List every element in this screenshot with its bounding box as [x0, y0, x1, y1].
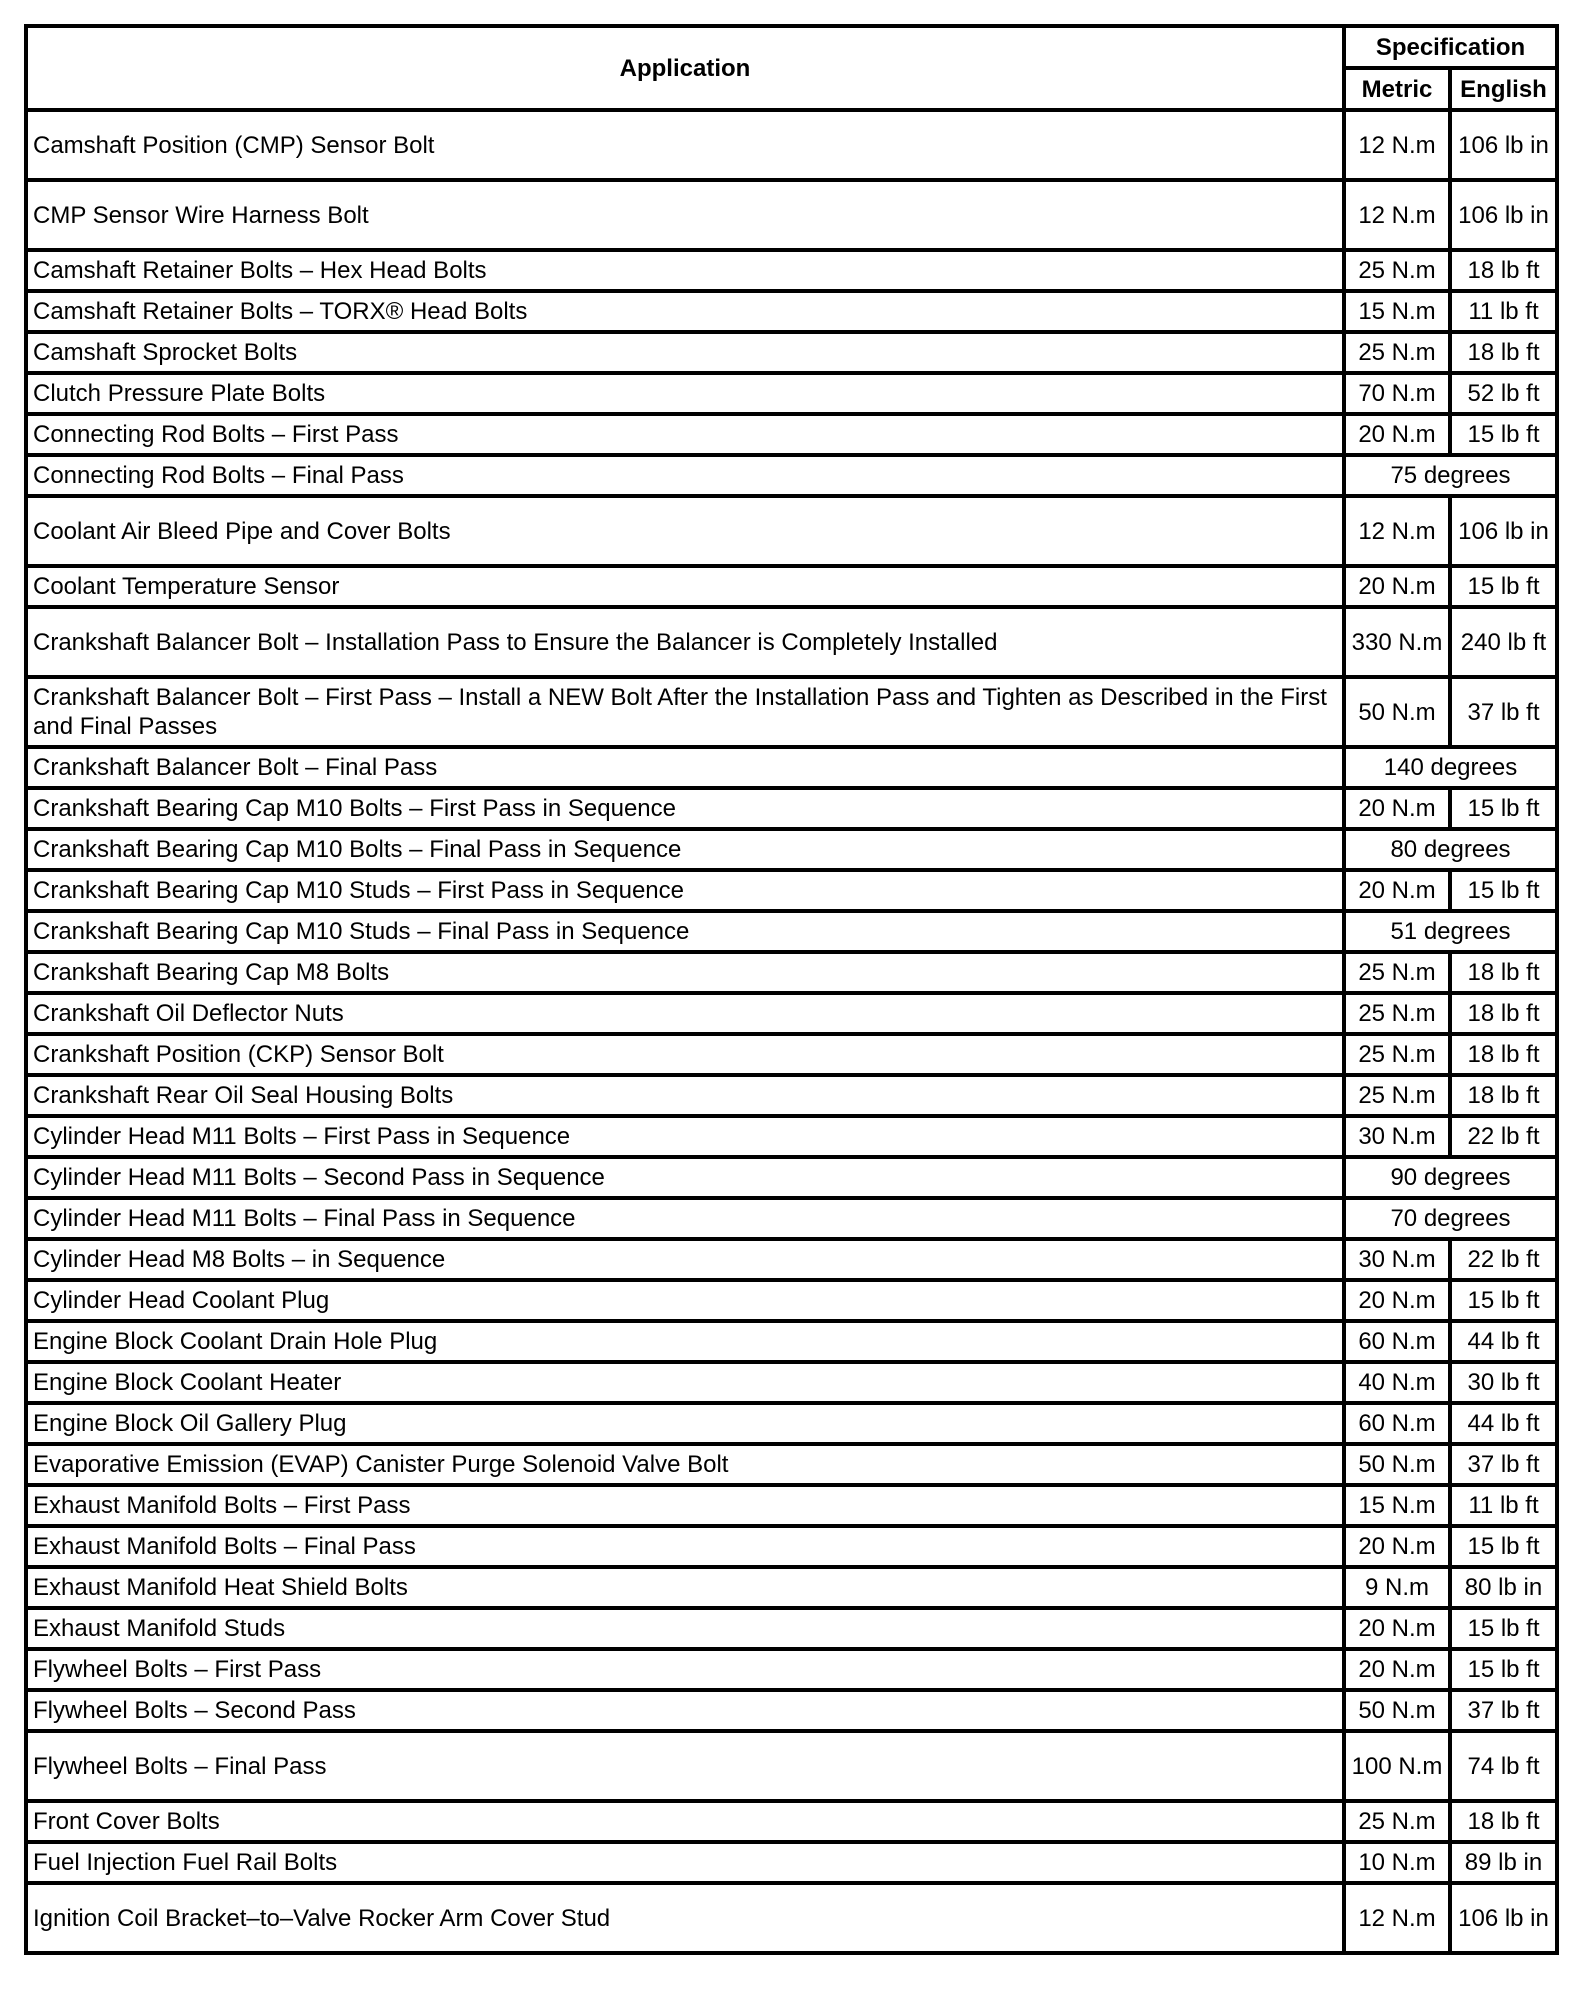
- metric-cell: 15 N.m: [1344, 1485, 1450, 1526]
- header-english: English: [1450, 68, 1557, 110]
- english-cell: 15 lb ft: [1450, 1280, 1557, 1321]
- metric-cell: 25 N.m: [1344, 993, 1450, 1034]
- table-row: [26, 788, 1557, 829]
- application-cell: Coolant Air Bleed Pipe and Cover Bolts: [26, 496, 1344, 566]
- english-cell: 37 lb ft: [1450, 1444, 1557, 1485]
- application-cell: Crankshaft Bearing Cap M10 Studs – Final Pass in Sequence: [26, 911, 1344, 952]
- application-cell: Camshaft Sprocket Bolts: [26, 332, 1344, 373]
- table-row: [26, 607, 1557, 677]
- application-cell: Ignition Coil Bracket–to–Valve Rocker Arm Cover Stud: [26, 1883, 1344, 1953]
- application-cell: Flywheel Bolts – First Pass: [26, 1649, 1344, 1690]
- english-cell: 22 lb ft: [1450, 1239, 1557, 1280]
- english-cell: 89 lb in: [1450, 1842, 1557, 1883]
- table-row: [26, 1526, 1557, 1567]
- spec-combined-cell: 51 degrees: [1344, 911, 1557, 952]
- metric-cell: 20 N.m: [1344, 1608, 1450, 1649]
- english-cell: 18 lb ft: [1450, 993, 1557, 1034]
- table-row: [26, 180, 1557, 250]
- application-cell: Exhaust Manifold Bolts – First Pass: [26, 1485, 1344, 1526]
- english-cell: 106 lb in: [1450, 110, 1557, 180]
- metric-cell: 20 N.m: [1344, 1526, 1450, 1567]
- metric-cell: 100 N.m: [1344, 1731, 1450, 1801]
- metric-cell: 25 N.m: [1344, 1075, 1450, 1116]
- metric-cell: 12 N.m: [1344, 180, 1450, 250]
- application-cell: Crankshaft Bearing Cap M10 Bolts – First Pass in Sequence: [26, 788, 1344, 829]
- english-cell: 15 lb ft: [1450, 788, 1557, 829]
- table-row: [26, 747, 1557, 788]
- table-header: [26, 26, 1557, 110]
- english-cell: 11 lb ft: [1450, 291, 1557, 332]
- application-cell: Crankshaft Oil Deflector Nuts: [26, 993, 1344, 1034]
- spec-combined-cell: 75 degrees: [1344, 455, 1557, 496]
- application-cell: Clutch Pressure Plate Bolts: [26, 373, 1344, 414]
- english-cell: 52 lb ft: [1450, 373, 1557, 414]
- application-cell: Flywheel Bolts – Final Pass: [26, 1731, 1344, 1801]
- english-cell: 15 lb ft: [1450, 870, 1557, 911]
- application-cell: Crankshaft Balancer Bolt – Installation Pass to Ensure the Balancer is Completely Installed: [26, 607, 1344, 677]
- table-row: [26, 110, 1557, 180]
- application-cell: Crankshaft Bearing Cap M10 Studs – First Pass in Sequence: [26, 870, 1344, 911]
- application-cell: Flywheel Bolts – Second Pass: [26, 1690, 1344, 1731]
- table-row: [26, 829, 1557, 870]
- application-cell: Camshaft Retainer Bolts – TORX® Head Bolts: [26, 291, 1344, 332]
- table-row: [26, 291, 1557, 332]
- english-cell: 18 lb ft: [1450, 1075, 1557, 1116]
- application-cell: Crankshaft Bearing Cap M10 Bolts – Final Pass in Sequence: [26, 829, 1344, 870]
- table-row: [26, 1649, 1557, 1690]
- application-cell: Exhaust Manifold Heat Shield Bolts: [26, 1567, 1344, 1608]
- english-cell: 106 lb in: [1450, 496, 1557, 566]
- table-row: [26, 993, 1557, 1034]
- english-cell: 18 lb ft: [1450, 1801, 1557, 1842]
- english-cell: 15 lb ft: [1450, 414, 1557, 455]
- application-cell: Exhaust Manifold Bolts – Final Pass: [26, 1526, 1344, 1567]
- table-row: [26, 1801, 1557, 1842]
- spec-combined-cell: 80 degrees: [1344, 829, 1557, 870]
- english-cell: 22 lb ft: [1450, 1116, 1557, 1157]
- application-cell: Connecting Rod Bolts – First Pass: [26, 414, 1344, 455]
- spec-combined-cell: 70 degrees: [1344, 1198, 1557, 1239]
- metric-cell: 12 N.m: [1344, 1883, 1450, 1953]
- english-cell: 240 lb ft: [1450, 607, 1557, 677]
- header-application: Application: [26, 26, 1344, 110]
- header-specification: Specification: [1344, 26, 1557, 68]
- table-row: [26, 1444, 1557, 1485]
- table-row: [26, 1198, 1557, 1239]
- english-cell: 106 lb in: [1450, 1883, 1557, 1953]
- table-body: [26, 110, 1557, 1953]
- spec-combined-cell: 140 degrees: [1344, 747, 1557, 788]
- english-cell: 15 lb ft: [1450, 1526, 1557, 1567]
- table-row: [26, 1883, 1557, 1953]
- metric-cell: 60 N.m: [1344, 1403, 1450, 1444]
- metric-cell: 40 N.m: [1344, 1362, 1450, 1403]
- table-row: [26, 1321, 1557, 1362]
- english-cell: 18 lb ft: [1450, 952, 1557, 993]
- table-row: [26, 1608, 1557, 1649]
- english-cell: 18 lb ft: [1450, 250, 1557, 291]
- spec-combined-cell: 90 degrees: [1344, 1157, 1557, 1198]
- english-cell: 15 lb ft: [1450, 1608, 1557, 1649]
- metric-cell: 20 N.m: [1344, 788, 1450, 829]
- application-cell: Engine Block Coolant Drain Hole Plug: [26, 1321, 1344, 1362]
- metric-cell: 20 N.m: [1344, 1649, 1450, 1690]
- application-cell: Crankshaft Balancer Bolt – First Pass – Install a NEW Bolt After the Installation Pass and Tighten as Described in the First and Final Passes: [26, 677, 1344, 747]
- application-cell: Cylinder Head M11 Bolts – First Pass in Sequence: [26, 1116, 1344, 1157]
- metric-cell: 60 N.m: [1344, 1321, 1450, 1362]
- english-cell: 15 lb ft: [1450, 1649, 1557, 1690]
- application-cell: Coolant Temperature Sensor: [26, 566, 1344, 607]
- table-row: [26, 250, 1557, 291]
- table-row: [26, 496, 1557, 566]
- application-cell: Camshaft Position (CMP) Sensor Bolt: [26, 110, 1344, 180]
- application-cell: Engine Block Oil Gallery Plug: [26, 1403, 1344, 1444]
- table-row: [26, 1116, 1557, 1157]
- metric-cell: 20 N.m: [1344, 566, 1450, 607]
- table-row: [26, 414, 1557, 455]
- application-cell: Connecting Rod Bolts – Final Pass: [26, 455, 1344, 496]
- application-cell: Cylinder Head Coolant Plug: [26, 1280, 1344, 1321]
- application-cell: Exhaust Manifold Studs: [26, 1608, 1344, 1649]
- metric-cell: 20 N.m: [1344, 870, 1450, 911]
- metric-cell: 12 N.m: [1344, 496, 1450, 566]
- english-cell: 44 lb ft: [1450, 1321, 1557, 1362]
- metric-cell: 25 N.m: [1344, 332, 1450, 373]
- english-cell: 37 lb ft: [1450, 677, 1557, 747]
- application-cell: Crankshaft Rear Oil Seal Housing Bolts: [26, 1075, 1344, 1116]
- table-row: [26, 1075, 1557, 1116]
- application-cell: Crankshaft Bearing Cap M8 Bolts: [26, 952, 1344, 993]
- table-row: [26, 1731, 1557, 1801]
- english-cell: 15 lb ft: [1450, 566, 1557, 607]
- table-row: [26, 677, 1557, 747]
- metric-cell: 9 N.m: [1344, 1567, 1450, 1608]
- table-row: [26, 870, 1557, 911]
- english-cell: 11 lb ft: [1450, 1485, 1557, 1526]
- table-row: [26, 1362, 1557, 1403]
- english-cell: 74 lb ft: [1450, 1731, 1557, 1801]
- application-cell: Cylinder Head M11 Bolts – Final Pass in Sequence: [26, 1198, 1344, 1239]
- metric-cell: 20 N.m: [1344, 1280, 1450, 1321]
- metric-cell: 20 N.m: [1344, 414, 1450, 455]
- table-row: [26, 1403, 1557, 1444]
- english-cell: 18 lb ft: [1450, 332, 1557, 373]
- english-cell: 37 lb ft: [1450, 1690, 1557, 1731]
- english-cell: 106 lb in: [1450, 180, 1557, 250]
- header-metric: Metric: [1344, 68, 1450, 110]
- table-row: [26, 911, 1557, 952]
- metric-cell: 30 N.m: [1344, 1116, 1450, 1157]
- application-cell: Camshaft Retainer Bolts – Hex Head Bolts: [26, 250, 1344, 291]
- metric-cell: 50 N.m: [1344, 1444, 1450, 1485]
- english-cell: 80 lb in: [1450, 1567, 1557, 1608]
- metric-cell: 25 N.m: [1344, 952, 1450, 993]
- torque-spec-table: [24, 24, 1559, 1955]
- english-cell: 30 lb ft: [1450, 1362, 1557, 1403]
- metric-cell: 30 N.m: [1344, 1239, 1450, 1280]
- metric-cell: 25 N.m: [1344, 250, 1450, 291]
- table-row: [26, 1157, 1557, 1198]
- metric-cell: 15 N.m: [1344, 291, 1450, 332]
- english-cell: 44 lb ft: [1450, 1403, 1557, 1444]
- application-cell: Engine Block Coolant Heater: [26, 1362, 1344, 1403]
- table-row: [26, 1485, 1557, 1526]
- table-row: [26, 952, 1557, 993]
- metric-cell: 12 N.m: [1344, 110, 1450, 180]
- application-cell: Crankshaft Balancer Bolt – Final Pass: [26, 747, 1344, 788]
- table-row: [26, 1239, 1557, 1280]
- english-cell: 18 lb ft: [1450, 1034, 1557, 1075]
- metric-cell: 25 N.m: [1344, 1801, 1450, 1842]
- metric-cell: 330 N.m: [1344, 607, 1450, 677]
- application-cell: CMP Sensor Wire Harness Bolt: [26, 180, 1344, 250]
- metric-cell: 50 N.m: [1344, 1690, 1450, 1731]
- application-cell: Cylinder Head M8 Bolts – in Sequence: [26, 1239, 1344, 1280]
- table-row: [26, 1690, 1557, 1731]
- metric-cell: 50 N.m: [1344, 677, 1450, 747]
- metric-cell: 70 N.m: [1344, 373, 1450, 414]
- table-row: [26, 1842, 1557, 1883]
- table-row: [26, 373, 1557, 414]
- application-cell: Cylinder Head M11 Bolts – Second Pass in Sequence: [26, 1157, 1344, 1198]
- table-row: [26, 1034, 1557, 1075]
- metric-cell: 10 N.m: [1344, 1842, 1450, 1883]
- application-cell: Crankshaft Position (CKP) Sensor Bolt: [26, 1034, 1344, 1075]
- application-cell: Evaporative Emission (EVAP) Canister Purge Solenoid Valve Bolt: [26, 1444, 1344, 1485]
- table-row: [26, 455, 1557, 496]
- table-row: [26, 1567, 1557, 1608]
- metric-cell: 25 N.m: [1344, 1034, 1450, 1075]
- table-row: [26, 332, 1557, 373]
- table-row: [26, 1280, 1557, 1321]
- application-cell: Fuel Injection Fuel Rail Bolts: [26, 1842, 1344, 1883]
- table-row: [26, 566, 1557, 607]
- application-cell: Front Cover Bolts: [26, 1801, 1344, 1842]
